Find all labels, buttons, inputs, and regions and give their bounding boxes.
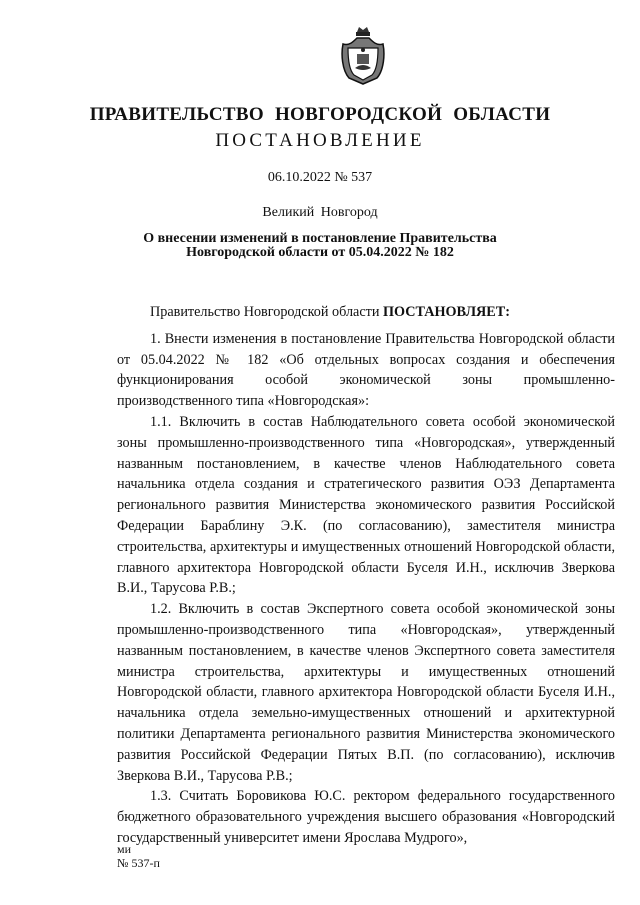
- paragraph-1-2: 1.2. Включить в состав Экспертного совета особой экономической зоны промышленно-производственного типа «Новгородская», утвержденный названным постановлением, в качестве членов Экспертного совета заместителя министра строительства, архитектуры и имущественных отношений Новгородской области, главного архитектора Новгородской области Буселя И.Н., начальника отдела земельно-имущественных отношений и архитектурной политики Департамента регионального развития Министерства экономического развития Российской Федерации Пятых В.П. (по согласованию), исключив Зверкова В.И., Тарусова Р.В.;: [117, 601, 615, 784]
- paragraph-1-3: 1.3. Считать Боровикова Ю.С. ректором федерального государственного бюджетного образовательного учреждения высшего образования «Новгородский государственный университет имени Ярослава Мудрого»,: [117, 788, 615, 846]
- document-body: [117, 302, 615, 849]
- page-footer: [117, 842, 160, 870]
- date-and-number: 06.10.2022 № 537: [267, 170, 373, 185]
- paragraph-1-1: 1.1. Включить в состав Наблюдательного совета особой экономической зоны промышленно-производственного типа «Новгородская», утвержденный названным постановлением, в качестве членов Наблюдательного совета начальника отдела создания и стратегического развития ОЭЗ Департамента регионального развития Министерства экономического развития Российской Федерации Бараблину Э.К. (по согласованию), заместителя министра строительства, архитектуры и имущественных отношений Новгородской области, главного архитектора Новгородской области Буселя И.Н., исключив Зверкова В.И., Тарусова Р.В.;: [117, 413, 615, 597]
- document-type: ПОСТАНОВЛЕНИЕ: [215, 130, 425, 151]
- city: Великий Новгород: [262, 205, 378, 220]
- footer-doc-number: № 537-п: [117, 856, 160, 870]
- subject-line-2: Новгородской области от 05.04.2022 № 182: [186, 245, 454, 260]
- coat-of-arms-emblem: [339, 24, 387, 86]
- document-subject: [0, 232, 640, 260]
- intro-text: Правительство Новгородской области: [150, 304, 383, 320]
- intro-paragraph: [117, 302, 615, 323]
- subject-line-1: О внесении изменений в постановление Правительства: [143, 231, 497, 246]
- paragraph-1: 1. Внести изменения в постановление Правительства Новгородской области от 05.04.2022 № 182 «Об отдельных вопросах создания и обеспечения функционирования особой экономической зоны промышленно-производственного типа «Новгородская»:: [117, 330, 615, 410]
- government-title: ПРАВИТЕЛЬСТВО НОВГОРОДСКОЙ ОБЛАСТИ: [89, 104, 551, 125]
- footer-initials: ми: [117, 842, 132, 856]
- intro-decree-word: ПОСТАНОВЛЯЕТ:: [382, 304, 510, 320]
